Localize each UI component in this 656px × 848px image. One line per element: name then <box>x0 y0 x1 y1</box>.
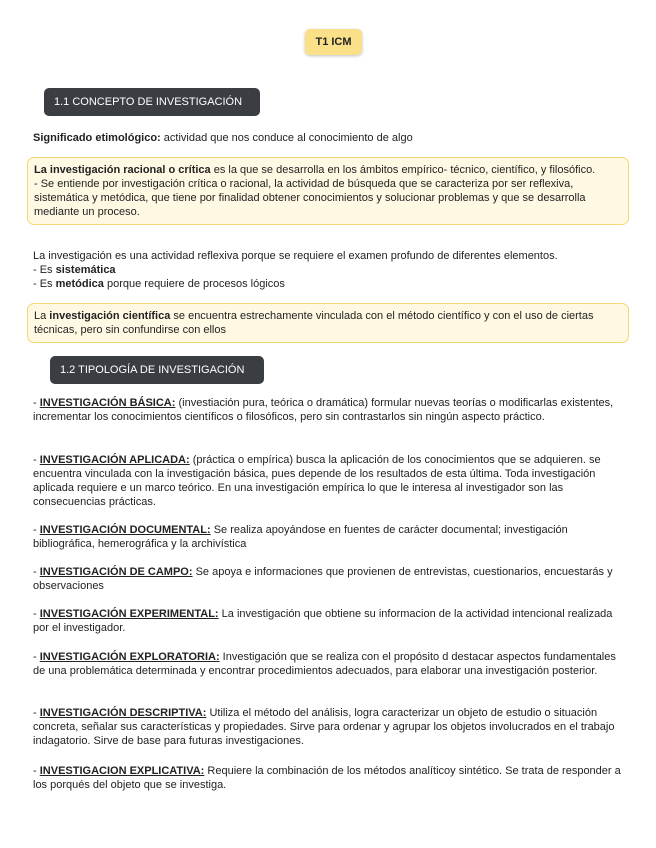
type-item <box>33 523 623 551</box>
type-text: Se realiza apoyándose en fuentes de carácter documental; investigación bibliográfica, hemerográfica y la archivística <box>33 524 568 550</box>
reflexive-dash-1: - Es <box>33 264 56 276</box>
type-term-explicativa: INVESTIGACION EXPLICATIVA: <box>39 765 205 777</box>
type-text: La investigación que obtiene su informacion de la actividad intencional realizada por el investigador. <box>33 608 613 634</box>
reflexive-line3-text: porque requiere de procesos lógicos <box>103 278 285 290</box>
type-term-basica: INVESTIGACIÓN BÁSICA: <box>39 397 176 409</box>
highlight-box-critical-research <box>27 157 629 225</box>
type-dash: - <box>33 608 40 620</box>
reflexive-paragraph <box>33 249 623 291</box>
section-header-concepto: 1.1 CONCEPTO DE INVESTIGACIÓN <box>44 88 260 116</box>
type-term-exploratoria: INVESTIGACIÓN EXPLORATORIA: <box>39 651 220 663</box>
critical-research-line1 <box>34 163 622 177</box>
type-term-experimental: INVESTIGACIÓN EXPERIMENTAL: <box>39 608 219 620</box>
reflexive-line1: La investigación es una actividad reflexiva porque se requiere el examen profundo de diferentes elementos. <box>33 250 558 262</box>
type-item <box>33 607 623 635</box>
type-item <box>33 396 623 424</box>
reflexive-line3 <box>33 277 623 291</box>
type-item <box>33 453 623 509</box>
type-term-descriptiva: INVESTIGACIÓN DESCRIPTIVA: <box>39 707 207 719</box>
scientific-research-text: se encuentra estrechamente vinculada con el método científico y con el uso de ciertas técnicas, pero sin confundirse con ellos <box>34 310 594 336</box>
section-header-tipologia: 1.2 TIPOLOGÍA DE INVESTIGACIÓN <box>50 356 264 384</box>
title-badge: T1 ICM <box>305 29 362 55</box>
type-dash: - <box>33 566 40 578</box>
highlight-box-scientific-research <box>27 303 629 343</box>
type-term-documental: INVESTIGACIÓN DOCUMENTAL: <box>39 524 211 536</box>
type-dash: - <box>33 651 40 663</box>
reflexive-line2 <box>33 263 623 277</box>
etymology-text: actividad que nos conduce al conocimiento de algo <box>160 132 413 144</box>
reflexive-sistematica: sistemática <box>55 264 116 276</box>
type-text: Se apoya e informaciones que provienen de entrevistas, cuestionarios, encuestarás y observaciones <box>33 566 613 592</box>
scientific-research-pre: La <box>34 310 50 322</box>
type-text: (práctica o empírica) busca la aplicación de los conocimientos que se adquieren. se encuentra vinculada con la investigación básica, pues depende de los resultados de esta última. Toda investigación aplicada requiere e un marco teórico. En una investigación empírica lo que le interesa al investigador son las consecuencias prácticas. <box>33 454 601 508</box>
etymology-paragraph <box>33 131 623 145</box>
type-dash: - <box>33 524 40 536</box>
critical-research-line2: - Se entiende por investigación crítica o racional, la actividad de búsqueda que se caracteriza por ser reflexiva, sistemática y metódica, que tiene por finalidad obtener conocimientos y solucionar problemas y que se desarrolla mediante un proceso. <box>34 178 586 218</box>
type-item <box>33 565 623 593</box>
scientific-research-line <box>34 309 622 337</box>
type-dash: - <box>33 397 40 409</box>
type-text: Requiere la combinación de los métodos analíticoy sintético. Se trata de responder a los porqués del objeto que se investiga. <box>33 765 621 791</box>
etymology-term: Significado etimológico: <box>33 132 161 144</box>
type-item <box>33 764 623 792</box>
type-term-aplicada: INVESTIGACIÓN APLICADA: <box>39 454 190 466</box>
type-text: (investiación pura, teórica o dramática) formular nuevas teorías o modificarlas existentes, incrementar los conocimientos científicos o filosóficos, pero sin contrastarlos sin ningún aspecto práctico. <box>33 397 614 423</box>
scientific-research-term: investigación científica <box>49 310 171 322</box>
type-item <box>33 650 623 678</box>
type-term-campo: INVESTIGACIÓN DE CAMPO: <box>39 566 193 578</box>
reflexive-dash-2: - Es <box>33 278 56 290</box>
type-text: Investigación que se realiza con el propósito d destacar aspectos fundamentales de una problemática determinada y encontrar procedimientos adecuados, para elaborar una investigación posterior. <box>33 651 616 677</box>
type-dash: - <box>33 454 40 466</box>
type-dash: - <box>33 765 40 777</box>
type-item <box>33 706 623 748</box>
type-dash: - <box>33 707 40 719</box>
type-text: Utiliza el método del análisis, logra caracterizar un objeto de estudio o situación concreta, señalar sus características y propiedades. Sirve para ordenar y agrupar los objetos involucrados en el trabajo indagatorio. Sirve de base para futuras investigaciones. <box>33 707 615 747</box>
reflexive-metodica: metódica <box>55 278 104 290</box>
critical-research-term: La investigación racional o crítica <box>34 164 211 176</box>
critical-research-text: es la que se desarrolla en los ámbitos empírico- técnico, científico, y filosófico. <box>210 164 596 176</box>
